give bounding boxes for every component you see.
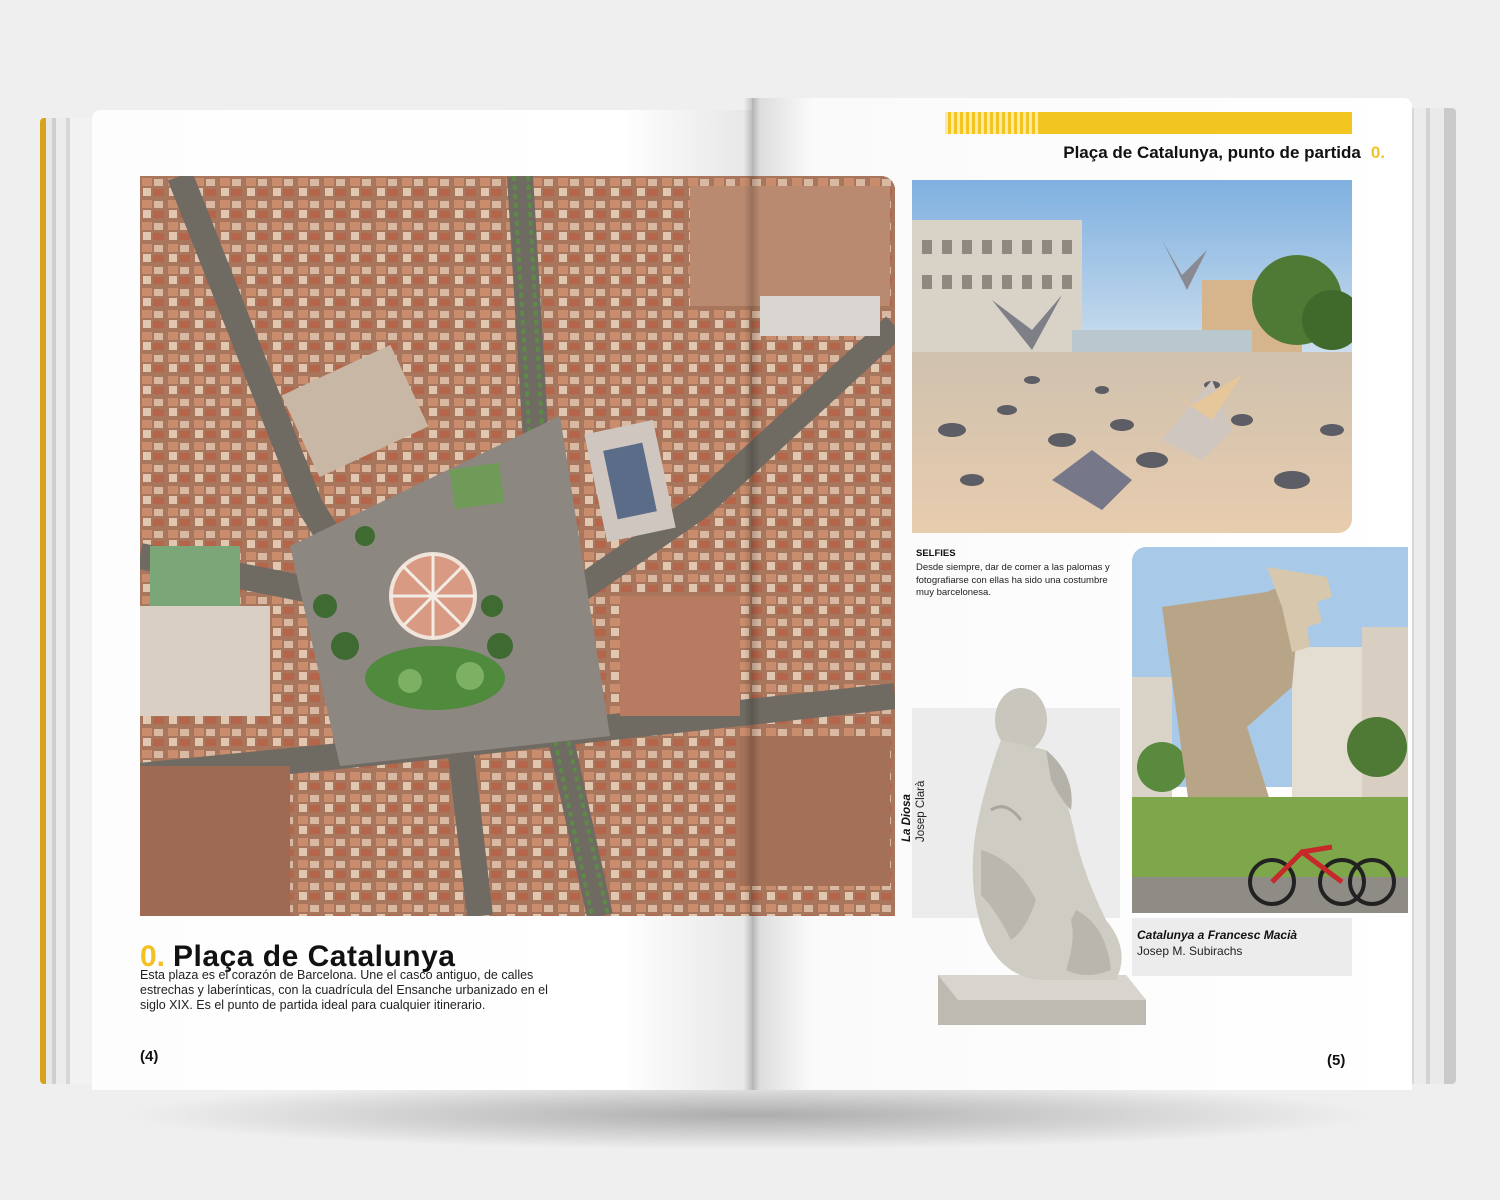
book-shadow <box>120 1080 1380 1150</box>
page-edges-left <box>40 118 100 1084</box>
left-body-text: Esta plaza es el corazón de Barcelona. Une el casco antiguo, de calles estrechas y laberínticas, con la cuadrícula del Ensanche urbanizado en el siglo XIX. Es el punto de partida ideal para cualquier itinerario. <box>140 968 548 1012</box>
monument-caption <box>1132 918 1352 976</box>
statue-vertical-caption <box>900 781 928 842</box>
header-number: 0. <box>1370 143 1385 162</box>
header-yellow-bar <box>1040 112 1352 134</box>
statue-artist: Josep Clarà <box>915 780 927 842</box>
pigeons-caption-body: Desde siempre, dar de comer a las palomas y fotografiarse con ellas ha sido una costumbre muy barcelonesa. <box>916 562 1110 598</box>
monument-artist: Josep M. Subirachs <box>1137 944 1243 958</box>
book-spine-shadow <box>744 98 760 1090</box>
page-number-right: (5) <box>1327 1052 1346 1069</box>
pigeons-caption-head: SELFIES <box>916 548 956 559</box>
statue-la-diosa-photo <box>926 680 1156 1030</box>
monument-photo <box>1132 547 1408 913</box>
header-title: Plaça de Catalunya, punto de partida <box>1063 143 1361 162</box>
heading-number: 0. <box>140 940 166 973</box>
statue-title: La Diosa <box>901 794 913 842</box>
page-number-left: (4) <box>140 1048 159 1065</box>
aerial-photo-placa-catalunya <box>140 176 895 916</box>
pigeons-photo <box>912 180 1352 533</box>
monument-title: Catalunya a Francesc Macià <box>1137 928 1298 942</box>
heading-title: Plaça de Catalunya <box>173 940 456 973</box>
right-header <box>960 143 1385 163</box>
